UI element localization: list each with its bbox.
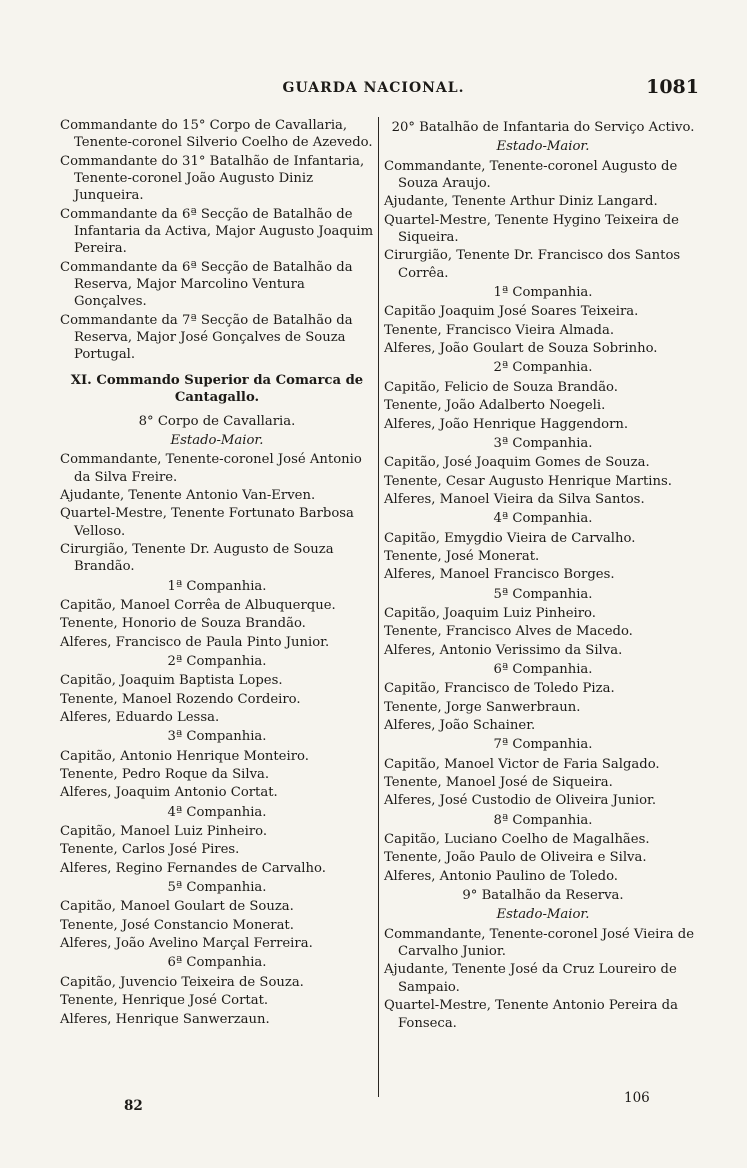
roster-entry: Alferes, Regino Fernandes de Carvalho. bbox=[60, 860, 326, 876]
subsection-heading: 8° Corpo de Cavallaria. bbox=[138, 413, 296, 429]
subsection-heading: 2ª Companhia. bbox=[167, 653, 267, 669]
roster-entry: Tenente, José Constancio Monerat. bbox=[60, 917, 294, 933]
roster-entry: Commandante do 31° Batalhão de Infantaria, Tenente-coronel João Augusto Diniz Junqueira. bbox=[60, 153, 365, 204]
roster-entry: Quartel-Mestre, Tenente Antonio Pereira da Fonseca. bbox=[384, 998, 678, 1031]
roster-entry: Cirurgião, Tenente Dr. Francisco dos Santos Corrêa. bbox=[384, 248, 681, 281]
subsection-heading: 7ª Companhia. bbox=[493, 737, 593, 753]
subsection-heading: 9° Batalhão da Reserva. bbox=[462, 888, 624, 904]
column-divider bbox=[378, 117, 379, 1097]
roster-entry: Capitão, Emygdio Vieira de Carvalho. bbox=[384, 530, 636, 546]
roster-entry: Alferes, Manoel Francisco Borges. bbox=[384, 567, 615, 583]
roster-entry: Alferes, Henrique Sanwerzaun. bbox=[60, 1011, 270, 1027]
roster-entry: Alferes, Antonio Verissimo da Silva. bbox=[384, 642, 623, 658]
left-column bbox=[60, 117, 374, 1029]
roster-entry: Capitão Joaquim José Soares Teixeira. bbox=[384, 304, 639, 320]
subsection-heading: 3ª Companhia. bbox=[167, 729, 267, 745]
roster-entry: Tenente, Carlos José Pires. bbox=[60, 842, 240, 858]
roster-entry: Alferes, João Henrique Haggendorn. bbox=[384, 416, 629, 432]
roster-entry: Tenente, Cesar Augusto Henrique Martins. bbox=[384, 473, 672, 489]
roster-entry: Capitão, José Joaquim Gomes de Souza. bbox=[384, 455, 650, 471]
roster-entry: Alferes, Manoel Vieira da Silva Santos. bbox=[384, 491, 645, 507]
roster-entry: Capitão, Manoel Victor de Faria Salgado. bbox=[384, 756, 660, 772]
roster-entry: Quartel-Mestre, Tenente Hygino Teixeira de Siqueira. bbox=[384, 212, 679, 246]
roster-entry: Capitão, Manoel Goulart de Souza. bbox=[60, 899, 294, 915]
section-heading: XI. Commando Superior da Comarca de Cantagallo. bbox=[70, 372, 364, 406]
roster-entry: Alferes, Antonio Paulino de Toledo. bbox=[384, 868, 618, 884]
roster-entry: Tenente, José Monerat. bbox=[384, 548, 540, 564]
roster-entry: Capitão, Antonio Henrique Monteiro. bbox=[60, 748, 309, 764]
roster-entry: Tenente, Francisco Alves de Macedo. bbox=[384, 624, 633, 640]
subsection-heading: 20° Batalhão de Infantaria do Serviço Activo. bbox=[391, 120, 695, 135]
subsection-heading: 4ª Companhia. bbox=[493, 511, 593, 527]
roster-entry: Capitão, Manoel Luiz Pinheiro. bbox=[60, 824, 268, 840]
subsection-heading: 4ª Companhia. bbox=[167, 804, 267, 820]
roster-entry: Commandante, Tenente-coronel José Antonio da Silva Freire. bbox=[60, 452, 362, 485]
roster-entry: Commandante da 6ª Secção de Batalhão de Infantaria da Activa, Major Augusto Joaquim Pereira. bbox=[60, 206, 374, 257]
roster-entry: Capitão, Felicio de Souza Brandão. bbox=[384, 379, 618, 395]
roster-entry: Capitão, Manoel Corrêa de Albuquerque. bbox=[60, 597, 336, 613]
right-column bbox=[384, 117, 702, 1033]
roster-entry: Tenente, Pedro Roque da Silva. bbox=[60, 767, 270, 783]
subsection-heading: 5ª Companhia. bbox=[167, 880, 267, 896]
subsection-heading: 6ª Companhia. bbox=[493, 661, 593, 677]
roster-entry: Ajudante, Tenente Arthur Diniz Langard. bbox=[384, 194, 658, 210]
roster-entry: Tenente, Honorio de Souza Brandão. bbox=[60, 616, 306, 632]
roster-entry: Tenente, Jorge Sanwerbraun. bbox=[384, 699, 581, 715]
roster-entry: Alferes, Francisco de Paula Pinto Junior. bbox=[60, 634, 330, 650]
roster-entry: Alferes, João Schainer. bbox=[384, 718, 536, 733]
roster-entry: Capitão, Joaquim Baptista Lopes. bbox=[60, 673, 283, 689]
subsection-heading: 5ª Companhia. bbox=[493, 586, 593, 602]
roster-entry: Capitão, Luciano Coelho de Magalhães. bbox=[384, 832, 650, 848]
roster-entry: Tenente, João Adalberto Noegeli. bbox=[384, 398, 606, 414]
roster-entry: Capitão, Joaquim Luiz Pinheiro. bbox=[384, 605, 596, 621]
footer-number: 106 bbox=[624, 1090, 650, 1106]
staff-heading: Estado-Maior. bbox=[496, 139, 590, 155]
roster-entry: Alferes, Joaquim Antonio Cortat. bbox=[60, 785, 278, 801]
roster-entry: Commandante da 6ª Secção de Batalhão da Reserva, Major Marcolino Ventura Gonçalves. bbox=[60, 259, 353, 310]
signature-mark: 82 bbox=[124, 1098, 143, 1114]
subsection-heading: 8ª Companhia. bbox=[493, 812, 593, 828]
roster-entry: Capitão, Juvencio Teixeira de Souza. bbox=[60, 974, 304, 990]
staff-heading: Estado-Maior. bbox=[496, 907, 590, 923]
roster-entry: Ajudante, Tenente Antonio Van-Erven. bbox=[60, 487, 316, 503]
roster-entry: Alferes, João Avelino Marçal Ferreira. bbox=[60, 936, 313, 952]
roster-entry: Alferes, José Custodio de Oliveira Junior. bbox=[384, 793, 657, 809]
roster-entry: Tenente, Manoel José de Siqueira. bbox=[384, 775, 613, 791]
roster-entry: Capitão, Francisco de Toledo Piza. bbox=[384, 681, 615, 697]
staff-heading: Estado-Maior. bbox=[170, 432, 264, 448]
roster-entry: Ajudante, Tenente José da Cruz Loureiro de Sampaio. bbox=[384, 962, 677, 995]
roster-entry: Commandante, Tenente-coronel José Vieira de Carvalho Junior. bbox=[384, 926, 695, 960]
subsection-heading: 3ª Companhia. bbox=[493, 435, 593, 451]
roster-entry: Alferes, Eduardo Lessa. bbox=[60, 710, 220, 725]
roster-entry: Alferes, João Goulart de Souza Sobrinho. bbox=[384, 341, 658, 357]
page-number: 1081 bbox=[646, 76, 699, 98]
roster-entry: Tenente, Francisco Vieira Almada. bbox=[384, 322, 615, 338]
subsection-heading: 2ª Companhia. bbox=[493, 360, 593, 376]
roster-entry: Commandante, Tenente-coronel Augusto de Souza Araujo. bbox=[384, 158, 678, 192]
subsection-heading: 1ª Companhia. bbox=[167, 578, 267, 594]
running-header-title: GUARDA NACIONAL. bbox=[282, 80, 465, 96]
roster-entry: Commandante da 7ª Secção de Batalhão da Reserva, Major José Gonçalves de Souza Portugal. bbox=[60, 312, 353, 363]
roster-entry: Commandante do 15° Corpo de Cavallaria, Tenente-coronel Silverio Coelho de Azevedo. bbox=[60, 118, 373, 151]
roster-entry: Tenente, Manoel Rozendo Cordeiro. bbox=[60, 691, 301, 707]
roster-entry: Quartel-Mestre, Tenente Fortunato Barbosa Velloso. bbox=[60, 506, 354, 539]
subsection-heading: 6ª Companhia. bbox=[167, 955, 267, 971]
roster-entry: Tenente, João Paulo de Oliveira e Silva. bbox=[384, 850, 647, 866]
roster-entry: Tenente, Henrique José Cortat. bbox=[60, 993, 269, 1009]
roster-entry: Cirurgião, Tenente Dr. Augusto de Souza Brandão. bbox=[60, 541, 334, 575]
subsection-heading: 1ª Companhia. bbox=[493, 285, 593, 301]
